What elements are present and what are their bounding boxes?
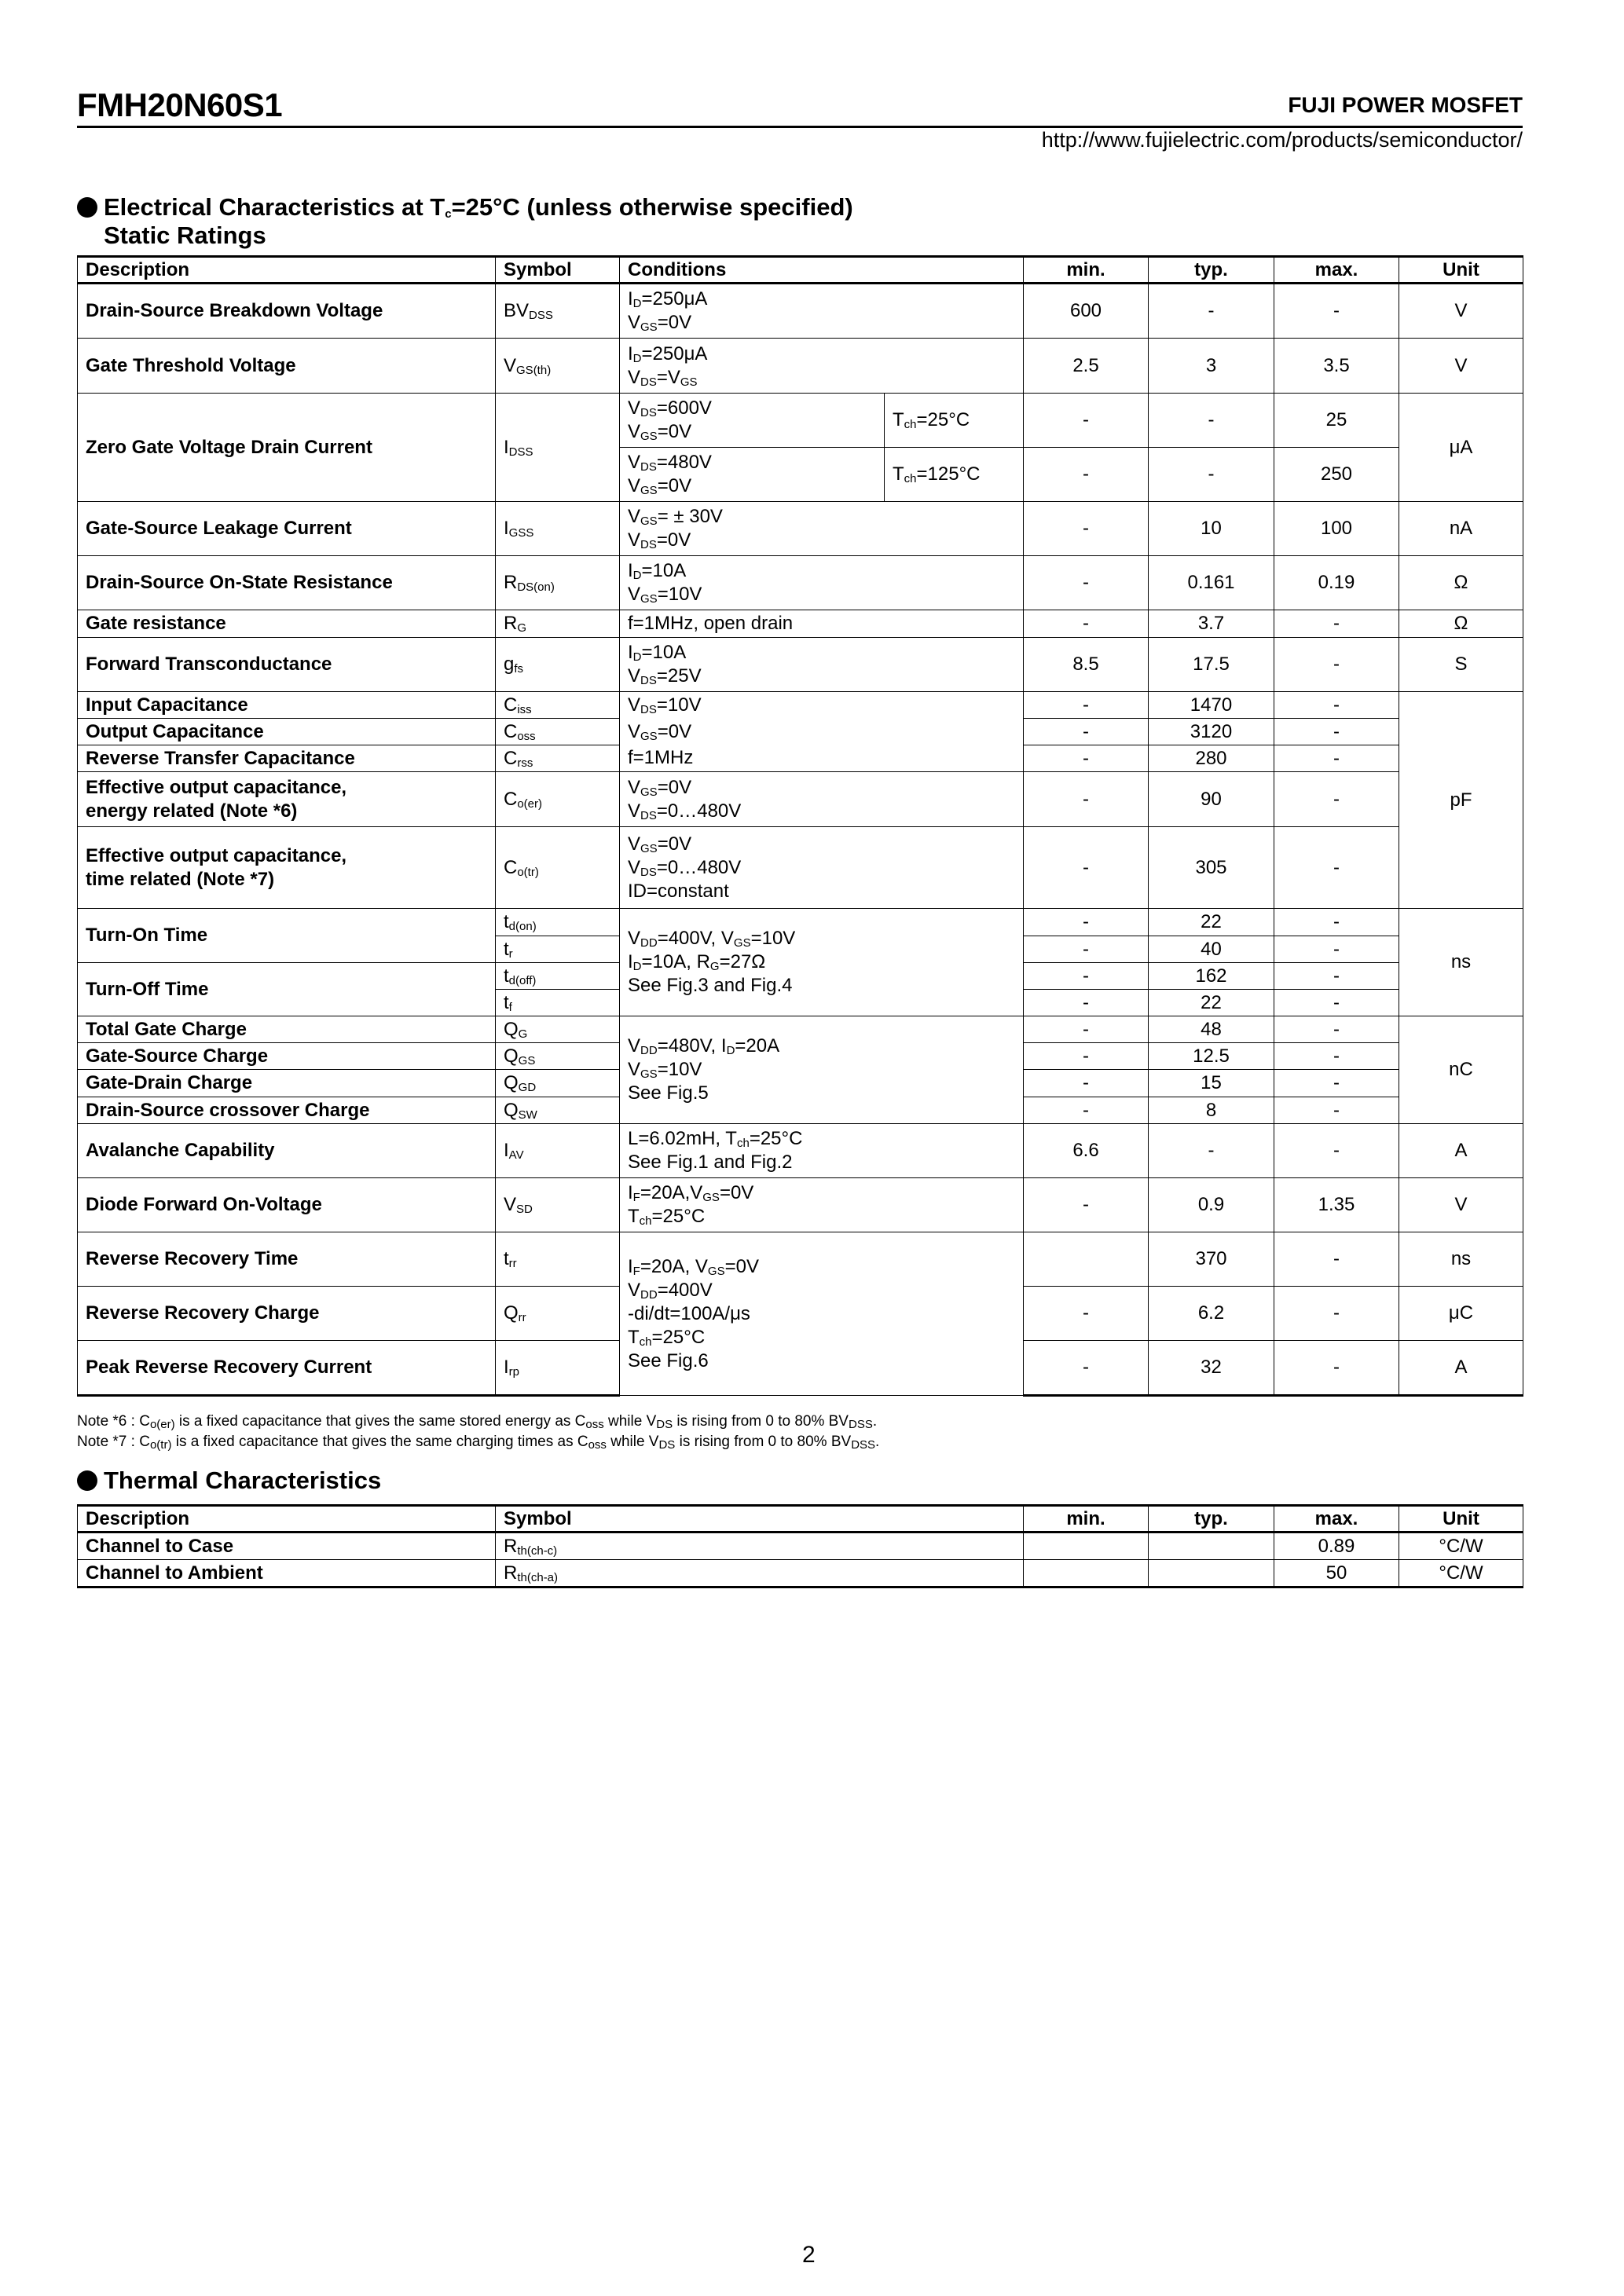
- table-row: Gate resistance $R_G$ f=1MHz, open drain - 3.7 - Ω: [78, 610, 1523, 638]
- col-unit: Unit: [1399, 257, 1523, 284]
- thermal-heading: Thermal Characteristics: [77, 1467, 381, 1495]
- table-row: Reverse Transfer Capacitance $C_{rss}$ f=1MHz - 280 -: [78, 745, 1523, 772]
- col-description: Description: [78, 257, 496, 284]
- table-row: Channel to Case $R_{th(ch-c)}$ 0.89 °C/W: [78, 1532, 1523, 1560]
- table-row: Gate-Drain Charge $Q_{GD}$ - 15 -: [78, 1070, 1523, 1097]
- col-conditions: Conditions: [620, 257, 1024, 284]
- table-header-row: [78, 257, 1523, 284]
- brand-label: FUJI POWER MOSFET: [1288, 93, 1523, 117]
- part-number: FMH20N60S1: [77, 86, 283, 123]
- bullet-icon: [77, 197, 97, 218]
- table-row: Effective output capacitance, time related (Note *7) $C_{o(tr)}$ $V_{GS}=0V$ $V_{DS}=0\dots 480V$ ID=constant - 305 -: [78, 827, 1523, 909]
- bullet-icon: [77, 1470, 97, 1491]
- table-row: Reverse Recovery Charge $Q_{rr}$ - 6.2 - μC: [78, 1287, 1523, 1341]
- table-row: Drain-Source On-State Resistance $R_{DS(on)}$ $I_D=10A$ $V_{GS}=10V$ - 0.161 0.19 Ω: [78, 556, 1523, 610]
- col-typ: typ.: [1149, 257, 1274, 284]
- website-url[interactable]: http://www.fujielectric.com/products/semiconductor/: [1041, 128, 1523, 152]
- table-header-row: Description Symbol min. typ. max. Unit: [78, 1506, 1523, 1532]
- table-row: Diode Forward On-Voltage $V_{SD}$ $I_F=20A,V_{GS}=0V$ $T_{ch}=25^\circ C$ - 0.9 1.35 V: [78, 1178, 1523, 1232]
- table-row: Gate Threshold Voltage $V_{GS(th)}$ $I_D=250\mu A$ $V_{DS}=V_{GS}$ 2.5 3 3.5 V: [78, 339, 1523, 394]
- table-row: $t_f$ - 22 -: [78, 990, 1523, 1016]
- table-row: Gate-Source Leakage Current $I_{GSS}$ $V_{GS}= \pm 30V$ $V_{DS}=0V$ - 10 100 nA: [78, 502, 1523, 556]
- page-number: 2: [802, 2242, 816, 2268]
- table-row: Drain-Source Breakdown Voltage $BV_{DSS}$ $I_D=250\mu A$ $V_{GS}=0V$ 600 - - V: [78, 284, 1523, 339]
- table-row: Zero Gate Voltage Drain Current $I_{DSS}$ $V_{DS}=600V$ $V_{GS}=0V$ $T_{ch}=25^\circ C$ - - 25 μA: [78, 394, 1523, 448]
- thermal-table: [77, 1504, 1523, 1588]
- note-7: Note *7 : $C_{o(tr)}$ is a fixed capacitance that gives the same charging times as $C_{oss}$ while $V_{DS}$ is rising from 0 to 80% $BV_{DSS}$.: [77, 1434, 880, 1452]
- table-row: Output Capacitance $C_{oss}$ $V_{GS}=0V$ - 3120 -: [78, 719, 1523, 745]
- table-row: Drain-Source crossover Charge $Q_{SW}$ - 8 -: [78, 1097, 1523, 1124]
- table-row: Total Gate Charge $Q_G$ $V_{DD}=480V$, $I_D=20A$ $V_{GS}=10V$ See Fig.5 - 48 - nC: [78, 1016, 1523, 1043]
- electrical-table: [77, 255, 1523, 1397]
- table-row: Channel to Ambient $R_{th(ch-a)}$ 50 °C/W: [78, 1560, 1523, 1587]
- footnotes: [77, 1412, 879, 1452]
- table-row: Effective output capacitance, energy related (Note *6) $C_{o(er)}$ $V_{GS}=0V$ $V_{DS}=0\dots 480V$ - 90 -: [78, 772, 1523, 827]
- table-row: Gate-Source Charge $Q_{GS}$ - 12.5 -: [78, 1043, 1523, 1070]
- electrical-heading: Electrical Characteristics at $T_c=25^\circ C$ (unless otherwise specified): [77, 193, 853, 222]
- col-max: max.: [1274, 257, 1399, 284]
- static-ratings-subtitle: Static Ratings: [104, 222, 266, 249]
- table-row: Reverse Recovery Time $t_{rr}$ $I_F=20A$, $V_{GS}=0V$ $V_{DD}=400V$ -di/dt=100A/μs $T_{ch}=25^\circ C$ See Fig.6 370 - ns: [78, 1232, 1523, 1287]
- table-row: Turn-Off Time $t_{d(off)}$ - 162 -: [78, 963, 1523, 990]
- note-6: Note *6 : $C_{o(er)}$ is a fixed capacitance that gives the same stored energy as $C_{oss}$ while $V_{DS}$ is rising from 0 to 80% $BV_{DSS}$.: [77, 1413, 878, 1431]
- table-row: Turn-On Time $t_{d(on)}$ $V_{DD}=400V$, $V_{GS}=10V$ $I_D=10A$, $R_G=27\Omega$ See Fig.3 and Fig.4 - 22 - ns: [78, 909, 1523, 936]
- table-row: $V_{DS}=480V$ $V_{GS}=0V$ $T_{ch}=125^\circ C$ - - 250: [78, 448, 1523, 502]
- table-row: $t_r$ - 40 -: [78, 936, 1523, 963]
- col-min: min.: [1024, 257, 1149, 284]
- table-row: Forward Transconductance $g_{fs}$ $I_D=10A$ $V_{DS}=25V$ 8.5 17.5 - S: [78, 638, 1523, 692]
- table-row: Avalanche Capability $I_{AV}$ L=6.02mH, $T_{ch}=25^\circ C$ See Fig.1 and Fig.2 6.6 - - A: [78, 1124, 1523, 1178]
- table-row: Input Capacitance $C_{iss}$ $V_{DS}=10V$ - 1470 - pF: [78, 692, 1523, 719]
- table-row: Peak Reverse Recovery Current $I_{rp}$ - 32 - A: [78, 1341, 1523, 1396]
- col-symbol: Symbol: [496, 257, 620, 284]
